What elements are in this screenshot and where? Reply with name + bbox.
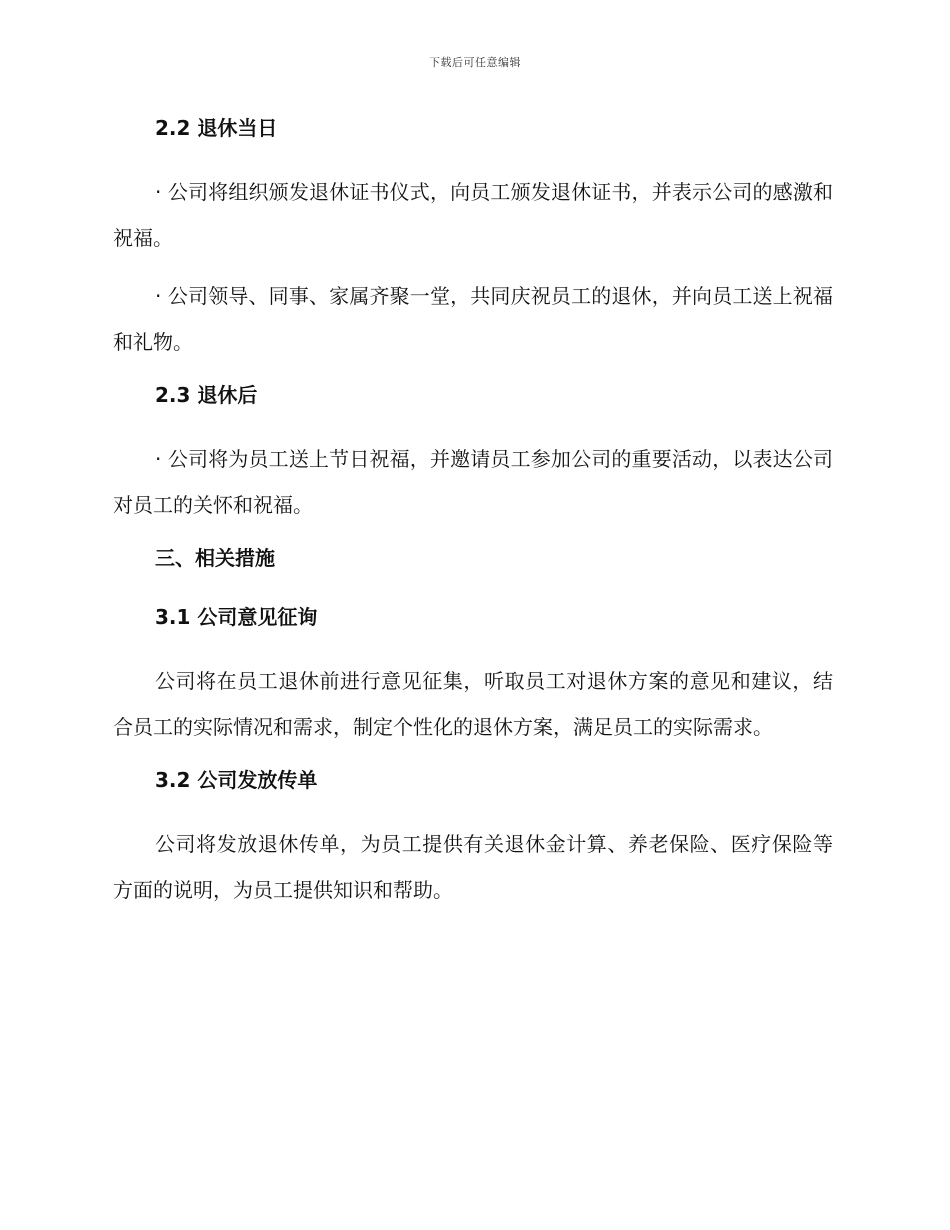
paragraph-leaflets: 公司将发放退休传单，为员工提供有关退休金计算、养老保险、医疗保险等方面的说明，为员工提供知识和帮助。 xyxy=(113,832,833,902)
section-heading-2-3: 2.3 退休后 xyxy=(155,383,258,407)
paragraph-opinion-survey: 公司将在员工退休前进行意见征集，听取员工对退休方案的意见和建议，结合员工的实际情况和需求，制定个性化的退休方案，满足员工的实际需求。 xyxy=(113,669,833,739)
paragraph-after-retirement: · 公司将为员工送上节日祝福，并邀请员工参加公司的重要活动，以表达公司对员工的关怀和祝福。 xyxy=(113,447,833,517)
section-heading-3-1: 3.1 公司意见征询 xyxy=(155,605,318,629)
section-heading-3-2: 3.2 公司发放传单 xyxy=(155,768,318,792)
page-header: 下载后可任意编辑 xyxy=(429,56,521,69)
section-heading-2-2: 2.2 退休当日 xyxy=(155,116,278,140)
paragraph-retirement-day-ceremony: · 公司将组织颁发退休证书仪式，向员工颁发退休证书，并表示公司的感激和祝福。 xyxy=(113,180,833,250)
section-heading-3: 三、相关措施 xyxy=(155,546,275,570)
document-body xyxy=(113,110,833,925)
paragraph-retirement-day-celebration: · 公司领导、同事、家属齐聚一堂，共同庆祝员工的退休，并向员工送上祝福和礼物。 xyxy=(113,284,833,354)
